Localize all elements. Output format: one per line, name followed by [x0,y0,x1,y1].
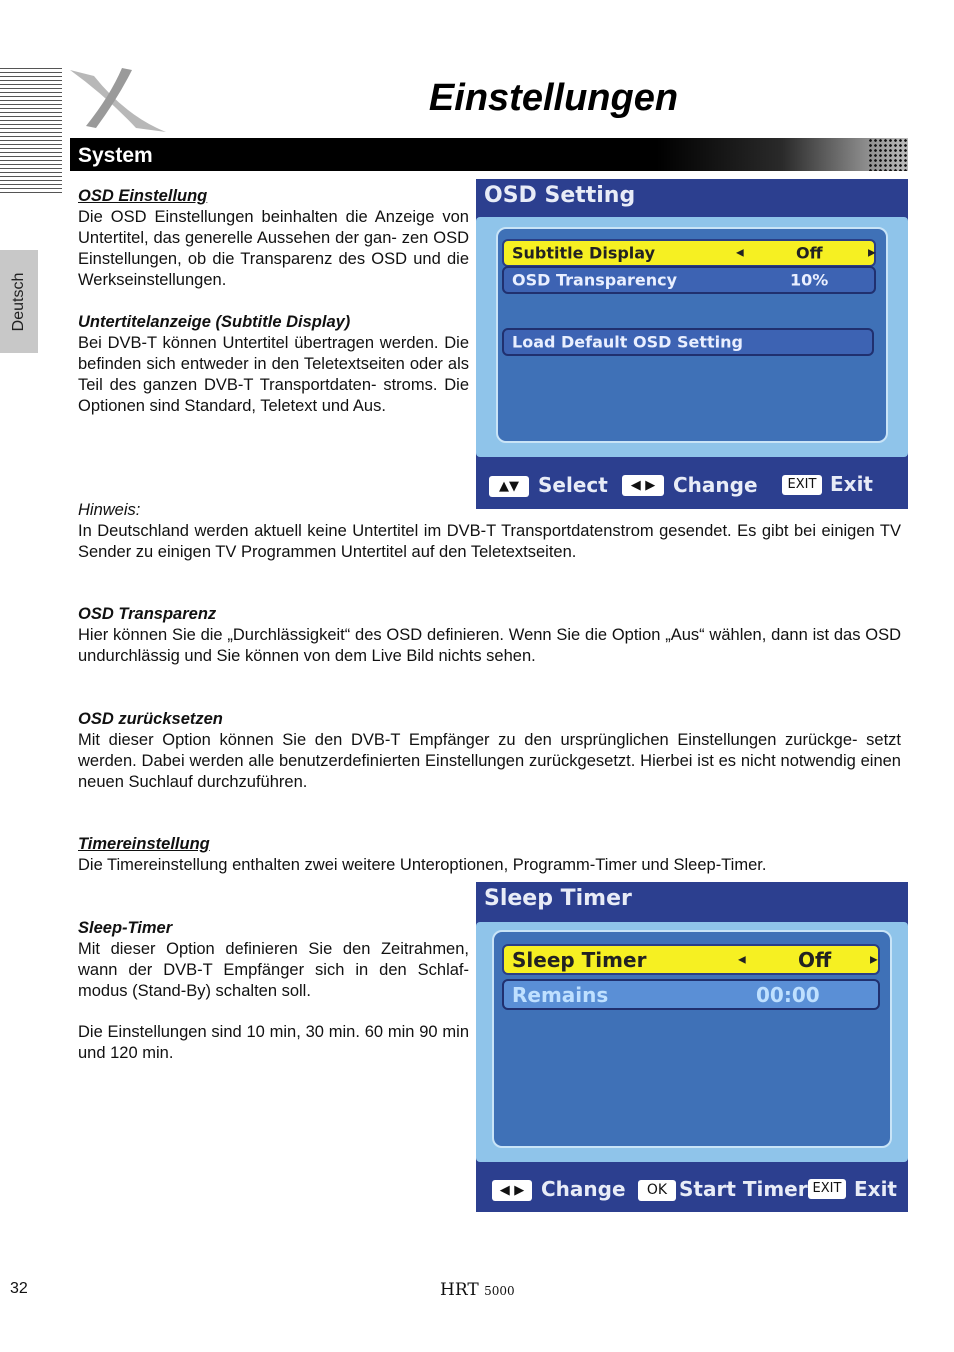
remains-label: Remains [512,982,609,1007]
model-main: HRT [440,1280,479,1300]
timer-text: Die Timereinstellung enthalten zwei weitere Unteroptionen, Programm-Timer und Sleep-Timer. [78,856,767,874]
timer-heading: Timereinstellung [78,835,210,853]
exit-hint: Exit [830,472,873,496]
sleep-timer-label: Sleep Timer [512,947,647,972]
osd-einstellung-heading: OSD Einstellung [78,187,208,205]
sleep-timer-screen [476,882,908,1212]
osd-einstellung-text: Die OSD Einstellungen beinhalten die Anzeige von Untertitel, das generelle Aussehen der gan- zen OSD Einstellungen, ob die Transparenz des OSD und die Werkseinstellungen. [78,208,469,289]
osd-reset-heading: OSD zurücksetzen [78,710,223,728]
change-hint: Change [541,1177,626,1201]
osd-reset-text: Mit dieser Option können Sie den DVB-T Empfänger zu den ursprünglichen Einstellungen zurückge- setzt werden. Dabei werden alle benutzerdefinierten Einstellungen zurückgesetzt. Hierbei ist es nicht notwendig einen neuen Suchlauf durchzuführen. [78,731,901,791]
change-hint: Change [673,473,758,497]
osd-transparency-row[interactable] [502,266,876,294]
model-name [440,1280,515,1300]
page-title: Einstellungen [428,77,679,119]
sleep-timer-row[interactable] [502,944,880,975]
arrow-left-icon: ◀ [736,247,744,259]
sleep-text-1: Mit dieser Option definieren Sie den Zeitrahmen, wann der DVB-T Empfänger sich in den Schlaf- modus (Stand-By) schalten soll. [78,940,469,1000]
up-down-key-icon: ▲▼ [489,476,529,497]
sleep-text-2: Die Einstellungen sind 10 min, 30 min. 60 min 90 min und 120 min. [78,1023,469,1062]
sleep-footer-bar [476,1162,908,1212]
arrow-right-icon: ▶ [870,954,878,965]
page-number: 32 [10,1280,28,1297]
section-title: System [78,144,153,167]
start-timer-hint: Start Timer [679,1177,808,1201]
osd-transparenz-text: Hier können Sie die „Durchlässigkeit“ des OSD definieren. Wenn Sie die Option „Aus“ wählen, dann ist das OSD undurchlässig und Sie können von dem Live Bild nichts sehen. [78,626,901,665]
exit-key-icon: EXIT [808,1179,846,1199]
subtitle-display-row[interactable] [502,239,876,267]
subtitle-display-label: Subtitle Display [512,243,656,263]
left-right-key-icon: ◀ ▶ [492,1180,532,1201]
section-bar [70,138,908,171]
sleep-screen-title: Sleep Timer [484,886,632,911]
remains-value: 00:00 [756,982,820,1007]
osd-transparenz-heading: OSD Transparenz [78,605,217,623]
side-tab-label: Deutsch [10,272,27,331]
subtitle-display-value: Off [796,243,823,263]
select-hint: Select [538,473,608,497]
arrow-left-icon: ◀ [738,954,746,965]
language-side-tab [0,250,38,353]
exit-key-icon: EXIT [782,475,822,495]
header-stripes [0,68,62,196]
sleep-heading: Sleep-Timer [78,919,173,937]
load-default-label: Load Default OSD Setting [512,332,743,352]
dot-pattern [868,138,908,171]
brand-x-logo [66,66,170,136]
osd-transparency-label: OSD Transparency [512,270,678,290]
model-number: 5000 [484,1284,515,1298]
untertitel-heading: Untertitelanzeige (Subtitle Display) [78,313,351,331]
arrow-right-icon: ▶ [868,247,876,259]
osd-footer-bar [476,459,908,509]
osd-setting-screen [476,179,908,509]
sleep-timer-value: Off [798,947,832,972]
remains-row [502,979,880,1010]
osd-screen-title: OSD Setting [484,183,636,208]
ok-key-icon: OK [638,1180,676,1201]
exit-hint: Exit [854,1177,897,1201]
left-right-key-icon: ◀ ▶ [622,475,664,496]
hinweis-label: Hinweis: [78,501,141,519]
untertitel-text: Bei DVB-T können Untertitel übertragen werden. Die befinden sich entweder in den Teletextseiten oder als Teil des ganzen DVB-T Transportdaten- stroms. Die Optionen sind Standard, Teletext und Aus. [78,334,469,415]
hinweis-text: In Deutschland werden aktuell keine Untertitel im DVB-T Transportdatenstrom gesendet. Es gibt bei einigen TV Sender zu einigen TV Programmen Untertitel auf den Teletextseiten. [78,522,901,561]
load-default-row[interactable] [502,328,874,356]
osd-transparency-value: 10% [790,270,829,290]
